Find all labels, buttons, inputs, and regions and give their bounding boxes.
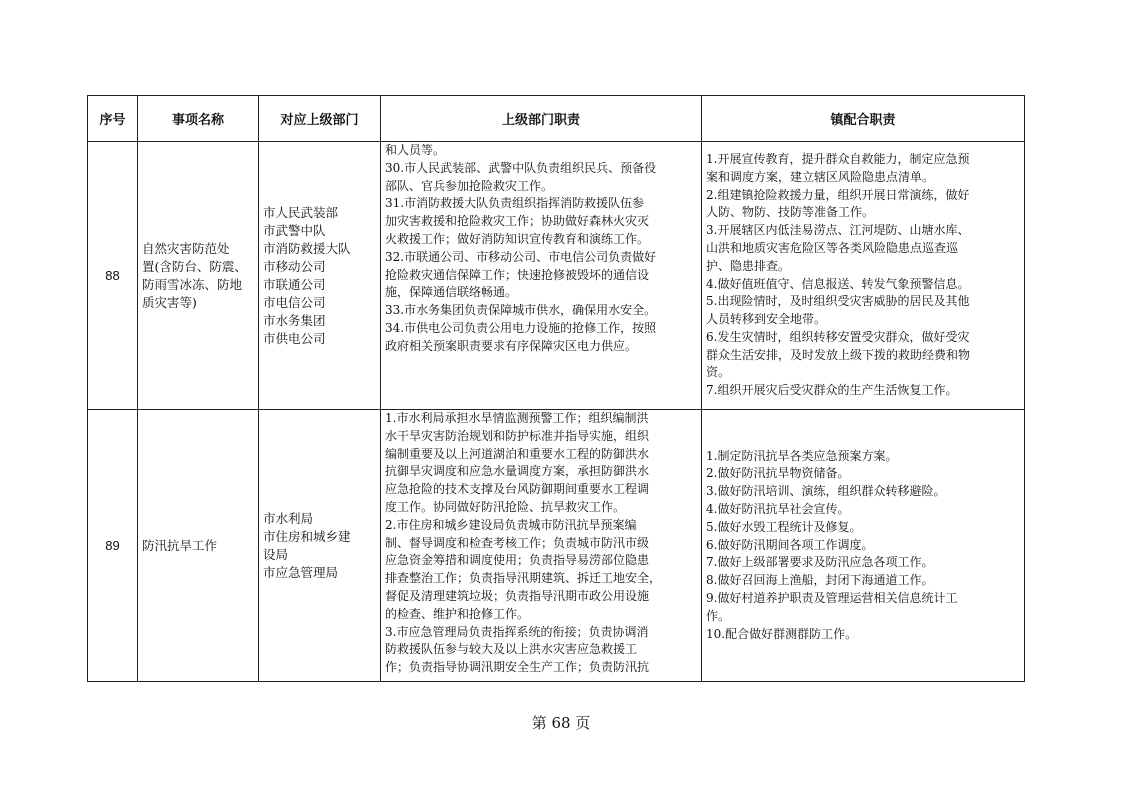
superior-dept-cell (259, 142, 381, 410)
duty-line: 34.市供电公司负责公用电力设施的抢修工作，按照 (385, 320, 657, 335)
town-duty-line: 9.做好村道养护职责及管理运营相关信息统计工 (706, 590, 958, 605)
duty-line: 施，保障通信联络畅通。 (385, 285, 518, 300)
duty-line: 的检查、维护和抢修工作。 (385, 606, 530, 621)
duty-line: 作；负责指导协调汛期安全生产工作；负责防汛抗 (385, 660, 650, 675)
town-duty-line: 2.做好防汛抗旱物资储备。 (706, 466, 850, 481)
duty-line: 督促及清理建筑垃圾；负责指导汛期市政公用设施 (385, 588, 650, 603)
duty-line: 1.市水利局承担水旱情监测预警工作；组织编制洪 (385, 411, 649, 425)
duty-line: 火救援工作；做好消防知识宣传教育和演练工作。 (385, 231, 650, 246)
town-duty-line: 山洪和地质灾害危险区等各类风险隐患点巡查巡 (706, 240, 959, 255)
item-name-line: 自然灾害防范处 (142, 240, 230, 256)
duty-line: 抢险救灾通信保障工作；快速抢修被毁坏的通信设 (385, 267, 650, 282)
duty-line: 防救援队伍参与较大及以上洪水灾害应急救援工 (385, 642, 638, 657)
item-name-cell (138, 410, 259, 682)
row-number: 89 (88, 410, 138, 682)
table-header-row (88, 96, 1025, 142)
town-duty-line: 护、隐患排查。 (706, 258, 791, 273)
duty-line: 编制重要及以上河道湖泊和重要水工程的防御洪水 (385, 446, 650, 461)
superior-duty-cell (381, 410, 702, 682)
duty-line: 制、督导调度和检查考核工作；负责城市防汛市级 (385, 535, 650, 550)
duty-line: 应急抢险的技术支撑及台风防御期间重要水工程调 (385, 482, 650, 497)
superior-duty-cell (381, 142, 702, 410)
town-duty-line: 7.组织开展灾后受灾群众的生产生活恢复工作。 (706, 383, 958, 398)
header-superior-dept: 对应上级部门 (259, 96, 381, 142)
header-town-duty: 镇配合职责 (702, 96, 1025, 142)
town-duty-line: 案和调度方案，建立辖区风险隐患点清单。 (706, 169, 935, 184)
duty-line: 部队、官兵参加抢险救灾工作。 (385, 178, 554, 193)
town-duty-line: 4.做好防汛抗旱社会宣传。 (706, 502, 850, 516)
town-duty-line: 6.做好防汛期间各项工作调度。 (706, 537, 874, 552)
town-duty-line: 2.组建镇抢险救援力量，组织开展日常演练，做好 (706, 187, 970, 202)
superior-dept-cell (259, 410, 381, 682)
town-duty-line: 3.做好防汛培训、演练，组织群众转移避险。 (706, 484, 946, 499)
duty-line: 31.市消防救援大队负责组织指挥消防救援队伍参 (385, 196, 645, 211)
dept-name: 设局 (263, 546, 289, 562)
dept-name: 市应急管理局 (263, 564, 339, 580)
duty-line: 政府相关预案职责要求有序保障灾区电力供应。 (385, 338, 638, 353)
duty-line: 2.市住房和城乡建设局负责城市防汛抗旱预案编 (385, 517, 637, 532)
town-duty-line: 群众生活安排，及时发放上级下拨的救助经费和物 (706, 347, 971, 362)
duty-line: 3.市应急管理局负责指挥系统的衔接；负责协调消 (385, 624, 649, 639)
town-duty-line: 作。 (706, 608, 731, 623)
town-duty-line: 5.做好水毁工程统计及修复。 (706, 519, 862, 534)
dept-name: 市人民武装部 (263, 204, 339, 220)
town-duty-line: 人员转移到安全地带。 (706, 312, 827, 327)
table-row (88, 142, 1025, 410)
table-row (88, 410, 1025, 682)
town-duty-cell (702, 142, 1025, 410)
town-duty-line: 8.做好召回海上渔船，封闭下海通道工作。 (706, 573, 934, 588)
item-name-line: 防雨雪冰冻、防地 (142, 276, 243, 292)
town-duty-line: 1.开展宣传教育，提升群众自救能力，制定应急预 (706, 151, 970, 166)
header-no: 序号 (88, 96, 138, 142)
page-number: 第 68 页 (531, 714, 591, 732)
dept-name: 市水务集团 (263, 312, 326, 328)
dept-name: 市移动公司 (263, 258, 326, 274)
dept-name: 市住房和城乡建 (263, 528, 351, 544)
town-duty-line: 6.发生灾情时，组织转移安置受灾群众，做好受灾 (706, 329, 970, 344)
duty-line: 应急资金筹措和调度使用；负责指导易涝部位隐患 (385, 553, 650, 568)
dept-name: 市供电公司 (263, 330, 326, 346)
item-name-cell (138, 142, 259, 410)
duty-line: 32.市联通公司、市移动公司、市电信公司负责做好 (385, 249, 657, 264)
duty-line: 抗御旱灾调度和应急水量调度方案，承担防御洪水 (385, 464, 650, 479)
duty-line: 排查整治工作；负责指导汛期建筑、拆迁工地安全， (385, 571, 662, 586)
row-number: 88 (88, 142, 138, 410)
town-duty-line: 人防、物防、技防等准备工作。 (706, 205, 875, 220)
town-duty-line: 10.配合做好群测群防工作。 (706, 626, 858, 641)
header-item-name: 事项名称 (138, 96, 259, 142)
town-duty-cell (702, 410, 1025, 682)
town-duty-line: 资。 (706, 365, 731, 380)
town-duty-line: 4.做好值班值守、信息报送、转发气象预警信息。 (706, 276, 970, 291)
item-name-line: 质灾害等) (142, 294, 197, 310)
dept-name: 市水利局 (263, 510, 314, 526)
town-duty-line: 5.出现险情时，及时组织受灾害威胁的居民及其他 (706, 294, 970, 309)
item-name-line: 置(含防台、防震、 (142, 258, 247, 274)
dept-name: 市消防救援大队 (263, 240, 351, 256)
duty-line: 30.市人民武装部、武警中队负责组织民兵、预备役 (385, 160, 657, 175)
duty-line: 度工作。协同做好防汛抢险、抗旱救灾工作。 (385, 499, 626, 514)
header-superior-duty: 上级部门职责 (381, 96, 702, 142)
dept-name: 市电信公司 (263, 294, 326, 310)
town-duty-line: 3.开展辖区内低洼易涝点、江河堤防、山塘水库、 (706, 223, 970, 238)
duty-line: 33.市水务集团负责保障城市供水，确保用水安全。 (385, 303, 657, 318)
duty-line: 和人员等。 (385, 143, 446, 157)
duty-line: 水干旱灾害防治规划和防护标准并指导实施，组织 (385, 428, 650, 443)
item-name-line: 防汛抗旱工作 (142, 537, 218, 553)
duty-line: 加灾害救援和抢险救灾工作；协助做好森林火灾灭 (385, 214, 650, 229)
duty-table (87, 95, 1025, 682)
town-duty-line: 7.做好上级部署要求及防汛应急各项工作。 (706, 555, 934, 570)
dept-name: 市武警中队 (263, 222, 326, 238)
town-duty-line: 1.制定防汛抗旱各类应急预案方案。 (706, 448, 898, 463)
dept-name: 市联通公司 (263, 276, 326, 292)
